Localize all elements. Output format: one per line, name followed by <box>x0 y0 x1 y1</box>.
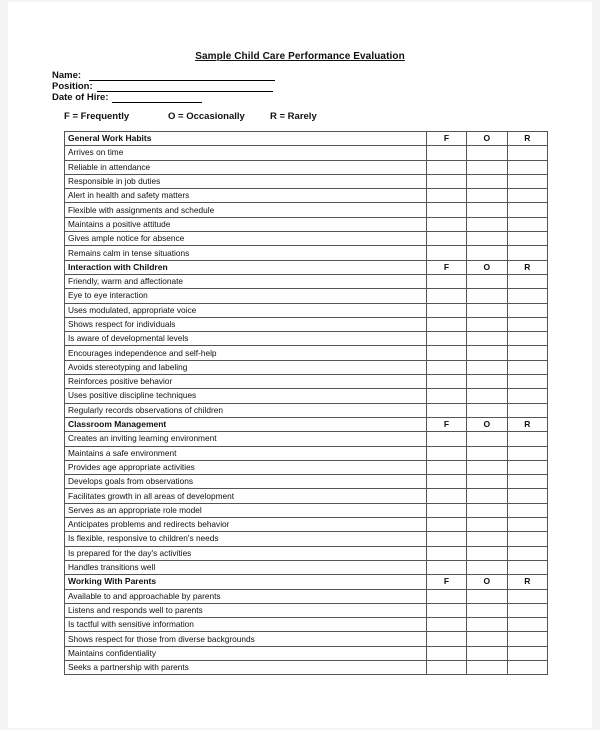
table-row <box>65 403 548 417</box>
table-row <box>65 203 548 217</box>
table-row <box>65 603 548 617</box>
rating-cell-f[interactable] <box>426 160 466 174</box>
rating-cell-o[interactable] <box>467 460 507 474</box>
table-row <box>65 375 548 389</box>
criterion-label: Is prepared for the day's activities <box>65 546 427 560</box>
rating-cell-f[interactable] <box>426 232 466 246</box>
section-header-row <box>65 417 548 431</box>
column-header-o: O <box>467 132 507 146</box>
table-row <box>65 289 548 303</box>
rating-cell-o[interactable] <box>467 632 507 646</box>
position-line[interactable] <box>97 83 273 92</box>
rating-cell-o[interactable] <box>467 303 507 317</box>
document-title: Sample Child Care Performance Evaluation <box>195 51 405 62</box>
criterion-label: Is tactful with sensitive information <box>65 618 427 632</box>
rating-cell-o[interactable] <box>467 560 507 574</box>
rating-cell-f[interactable] <box>426 560 466 574</box>
table-row <box>65 632 548 646</box>
criterion-label: Uses modulated, appropriate voice <box>65 303 427 317</box>
section-heading: General Work Habits <box>65 132 427 146</box>
table-row <box>65 646 548 660</box>
rating-cell-r[interactable] <box>507 532 547 546</box>
criterion-label: Gives ample notice for absence <box>65 232 427 246</box>
rating-cell-r[interactable] <box>507 375 547 389</box>
criterion-label: Arrives on time <box>65 146 427 160</box>
rating-cell-r[interactable] <box>507 346 547 360</box>
table-row <box>65 317 548 331</box>
criterion-label: Uses positive discipline techniques <box>65 389 427 403</box>
criterion-label: Encourages independence and self-help <box>65 346 427 360</box>
rating-cell-r[interactable] <box>507 632 547 646</box>
rating-cell-f[interactable] <box>426 217 466 231</box>
criterion-label: Is aware of developmental levels <box>65 332 427 346</box>
criterion-label: Flexible with assignments and schedule <box>65 203 427 217</box>
rating-cell-o[interactable] <box>467 203 507 217</box>
criterion-label: Creates an inviting learning environment <box>65 432 427 446</box>
position-label: Position: <box>52 81 93 92</box>
criterion-label: Alert in health and safety matters <box>65 189 427 203</box>
rating-cell-o[interactable] <box>467 160 507 174</box>
rating-cell-o[interactable] <box>467 518 507 532</box>
rating-cell-f[interactable] <box>426 375 466 389</box>
rating-cell-f[interactable] <box>426 332 466 346</box>
table-row <box>65 518 548 532</box>
column-header-f: F <box>426 575 466 589</box>
rating-cell-r[interactable] <box>507 203 547 217</box>
table-row <box>65 432 548 446</box>
column-header-r: R <box>507 575 547 589</box>
rating-cell-r[interactable] <box>507 360 547 374</box>
name-label: Name: <box>52 70 82 81</box>
column-header-f: F <box>426 260 466 274</box>
rating-cell-f[interactable] <box>426 589 466 603</box>
table-row <box>65 303 548 317</box>
rating-cell-r[interactable] <box>507 503 547 517</box>
rating-cell-r[interactable] <box>507 546 547 560</box>
table-row <box>65 532 548 546</box>
rating-cell-f[interactable] <box>426 646 466 660</box>
rating-cell-f[interactable] <box>426 346 466 360</box>
table-row <box>65 389 548 403</box>
criterion-label: Shows respect for individuals <box>65 317 427 331</box>
table-row <box>65 503 548 517</box>
criterion-label: Facilitates growth in all areas of development <box>65 489 427 503</box>
rating-cell-o[interactable] <box>467 446 507 460</box>
rating-cell-f[interactable] <box>426 660 466 674</box>
rating-legend <box>64 111 484 122</box>
name-field[interactable] <box>52 70 275 81</box>
rating-cell-r[interactable] <box>507 518 547 532</box>
table-row <box>65 360 548 374</box>
section-heading: Interaction with Children <box>65 260 427 274</box>
criterion-label: Avoids stereotyping and labeling <box>65 360 427 374</box>
rating-cell-r[interactable] <box>507 217 547 231</box>
rating-cell-f[interactable] <box>426 489 466 503</box>
rating-cell-o[interactable] <box>467 589 507 603</box>
rating-cell-r[interactable] <box>507 289 547 303</box>
date-of-hire-line[interactable] <box>112 94 202 103</box>
table-row <box>65 217 548 231</box>
criterion-label: Friendly, warm and affectionate <box>65 274 427 288</box>
table-row <box>65 546 548 560</box>
criterion-label: Maintains confidentiality <box>65 646 427 660</box>
rating-cell-f[interactable] <box>426 189 466 203</box>
rating-cell-f[interactable] <box>426 146 466 160</box>
column-header-r: R <box>507 260 547 274</box>
rating-cell-f[interactable] <box>426 403 466 417</box>
date-of-hire-field[interactable] <box>52 92 275 103</box>
rating-cell-o[interactable] <box>467 189 507 203</box>
rating-cell-o[interactable] <box>467 217 507 231</box>
section-heading: Classroom Management <box>65 417 427 431</box>
rating-cell-r[interactable] <box>507 446 547 460</box>
criterion-label: Available to and approachable by parents <box>65 589 427 603</box>
criterion-label: Remains calm in tense situations <box>65 246 427 260</box>
rating-cell-r[interactable] <box>507 317 547 331</box>
criterion-label: Anticipates problems and redirects behavior <box>65 518 427 532</box>
table-row <box>65 174 548 188</box>
criterion-label: Maintains a safe environment <box>65 446 427 460</box>
rating-cell-o[interactable] <box>467 475 507 489</box>
table-row <box>65 332 548 346</box>
rating-cell-o[interactable] <box>467 489 507 503</box>
rating-cell-r[interactable] <box>507 146 547 160</box>
criterion-label: Develops goals from observations <box>65 475 427 489</box>
rating-cell-f[interactable] <box>426 317 466 331</box>
criterion-label: Serves as an appropriate role model <box>65 503 427 517</box>
section-heading: Working With Parents <box>65 575 427 589</box>
rating-cell-o[interactable] <box>467 503 507 517</box>
rating-cell-o[interactable] <box>467 360 507 374</box>
rating-cell-f[interactable] <box>426 503 466 517</box>
rating-cell-o[interactable] <box>467 174 507 188</box>
rating-cell-r[interactable] <box>507 389 547 403</box>
rating-cell-f[interactable] <box>426 618 466 632</box>
rating-cell-o[interactable] <box>467 375 507 389</box>
column-header-o: O <box>467 575 507 589</box>
rating-cell-f[interactable] <box>426 432 466 446</box>
table-row <box>65 232 548 246</box>
section-header-row <box>65 132 548 146</box>
table-row <box>65 246 548 260</box>
column-header-r: R <box>507 132 547 146</box>
rating-cell-r[interactable] <box>507 432 547 446</box>
rating-cell-o[interactable] <box>467 274 507 288</box>
rating-cell-r[interactable] <box>507 660 547 674</box>
rating-cell-f[interactable] <box>426 603 466 617</box>
table-row <box>65 446 548 460</box>
rating-cell-r[interactable] <box>507 189 547 203</box>
rating-cell-f[interactable] <box>426 174 466 188</box>
rating-cell-f[interactable] <box>426 274 466 288</box>
criterion-label: Maintains a positive attitude <box>65 217 427 231</box>
rating-cell-f[interactable] <box>426 632 466 646</box>
rating-cell-r[interactable] <box>507 246 547 260</box>
column-header-o: O <box>467 260 507 274</box>
rating-cell-f[interactable] <box>426 532 466 546</box>
rating-cell-f[interactable] <box>426 360 466 374</box>
criterion-label: Regularly records observations of children <box>65 403 427 417</box>
rating-cell-o[interactable] <box>467 289 507 303</box>
employee-fields <box>52 70 275 103</box>
criterion-label: Eye to eye interaction <box>65 289 427 303</box>
position-field[interactable] <box>52 81 275 92</box>
rating-cell-f[interactable] <box>426 289 466 303</box>
rating-cell-o[interactable] <box>467 660 507 674</box>
rating-cell-f[interactable] <box>426 203 466 217</box>
rating-cell-r[interactable] <box>507 332 547 346</box>
rating-cell-r[interactable] <box>507 589 547 603</box>
column-header-r: R <box>507 417 547 431</box>
table-row <box>65 618 548 632</box>
rating-cell-f[interactable] <box>426 303 466 317</box>
rating-cell-o[interactable] <box>467 646 507 660</box>
table-row <box>65 489 548 503</box>
criterion-label: Reinforces positive behavior <box>65 375 427 389</box>
name-line[interactable] <box>89 72 275 81</box>
rating-cell-r[interactable] <box>507 560 547 574</box>
table-row <box>65 346 548 360</box>
rating-cell-o[interactable] <box>467 618 507 632</box>
section-header-row <box>65 575 548 589</box>
rating-cell-o[interactable] <box>467 389 507 403</box>
column-header-f: F <box>426 417 466 431</box>
document-page <box>8 2 592 728</box>
rating-cell-r[interactable] <box>507 646 547 660</box>
table-row <box>65 460 548 474</box>
table-row <box>65 189 548 203</box>
rating-cell-f[interactable] <box>426 446 466 460</box>
criterion-label: Listens and responds well to parents <box>65 603 427 617</box>
rating-cell-o[interactable] <box>467 546 507 560</box>
table-row <box>65 274 548 288</box>
rating-cell-r[interactable] <box>507 160 547 174</box>
rating-cell-r[interactable] <box>507 303 547 317</box>
rating-cell-f[interactable] <box>426 246 466 260</box>
rating-cell-f[interactable] <box>426 546 466 560</box>
column-header-f: F <box>426 132 466 146</box>
rating-cell-r[interactable] <box>507 618 547 632</box>
rating-cell-r[interactable] <box>507 489 547 503</box>
rating-cell-o[interactable] <box>467 403 507 417</box>
rating-cell-r[interactable] <box>507 603 547 617</box>
rating-cell-r[interactable] <box>507 460 547 474</box>
criterion-label: Shows respect for those from diverse backgrounds <box>65 632 427 646</box>
rating-cell-o[interactable] <box>467 332 507 346</box>
rating-cell-o[interactable] <box>467 232 507 246</box>
section-header-row <box>65 260 548 274</box>
rating-cell-o[interactable] <box>467 532 507 546</box>
rating-cell-r[interactable] <box>507 475 547 489</box>
rating-cell-o[interactable] <box>467 146 507 160</box>
evaluation-table <box>64 131 548 675</box>
criterion-label: Reliable in attendance <box>65 160 427 174</box>
rating-cell-r[interactable] <box>507 403 547 417</box>
criterion-label: Seeks a partnership with parents <box>65 660 427 674</box>
criterion-label: Handles transitions well <box>65 560 427 574</box>
rating-cell-r[interactable] <box>507 232 547 246</box>
rating-cell-f[interactable] <box>426 389 466 403</box>
column-header-o: O <box>467 417 507 431</box>
table-row <box>65 660 548 674</box>
table-row <box>65 160 548 174</box>
rating-cell-o[interactable] <box>467 432 507 446</box>
legend-frequently: F = Frequently <box>64 111 130 122</box>
criterion-label: Provides age appropriate activities <box>65 460 427 474</box>
rating-cell-o[interactable] <box>467 317 507 331</box>
rating-cell-r[interactable] <box>507 174 547 188</box>
rating-cell-o[interactable] <box>467 346 507 360</box>
table-row <box>65 146 548 160</box>
rating-cell-f[interactable] <box>426 475 466 489</box>
rating-cell-o[interactable] <box>467 246 507 260</box>
rating-cell-r[interactable] <box>507 274 547 288</box>
legend-rarely: R = Rarely <box>270 111 317 122</box>
rating-cell-o[interactable] <box>467 603 507 617</box>
date-of-hire-label: Date of Hire: <box>52 92 109 103</box>
rating-cell-f[interactable] <box>426 518 466 532</box>
table-row <box>65 475 548 489</box>
rating-cell-f[interactable] <box>426 460 466 474</box>
criterion-label: Is flexible, responsive to children's needs <box>65 532 427 546</box>
table-row <box>65 560 548 574</box>
legend-occasionally: O = Occasionally <box>168 111 245 122</box>
table-row <box>65 589 548 603</box>
criterion-label: Responsible in job duties <box>65 174 427 188</box>
